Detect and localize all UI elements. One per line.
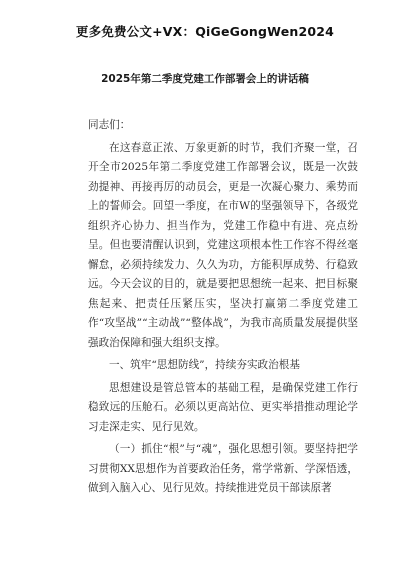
document-title: 2025年第二季度党建工作部署会上的讲话稿: [101, 73, 309, 85]
section-heading-1: 一、筑牢“思想防线”，持续夯实政治根基: [109, 359, 300, 371]
body-paragraph-subsection-1: （一）抓住“根”与“魂”，强化思想引领。要坚持把学习贯彻XX思想作为首要政治任务，常学常新、学深悟透，做到入脑入心、见行见效。持续推进党员干部读原著: [88, 443, 358, 494]
body-paragraph-intro: 在这春意正浓、万象更新的时节，我们齐聚一堂，召开全市2025年第二季度党建工作部署会议，既是一次鼓劲提神、再接再厉的动员会，更是一次凝心聚力、乘势而上的誓师会。回望一季度，在市W的坚强领导下，各级党组织齐心协力、担当作为，党建工作稳中有进、亮点纷呈。但也要清醒认识到，党建这项根本性工作容不得丝毫懈怠，必须持续发力、久久为功，方能积厚成势、行稳致远。今天会议的目的，就是要把思想统一起来、把目标聚焦起来、把责任压紧压实，坚决打赢第二季度党建工作“攻坚战”“主动战”“整体战”，为我市高质量发展提供坚强政治保障和强大组织支撑。: [88, 141, 358, 349]
document-body: [88, 116, 358, 502]
body-paragraph-section-1: 思想建设是管总管本的基础工程，是确保党建工作行稳致远的压舱石。必须以更高站位、更实举措推动理论学习走深走实、见行见效。: [88, 381, 358, 433]
watermark-header: 更多免费公文+VX：QiGeGongWen2024: [75, 24, 335, 39]
salutation: 同志们：: [88, 119, 131, 131]
